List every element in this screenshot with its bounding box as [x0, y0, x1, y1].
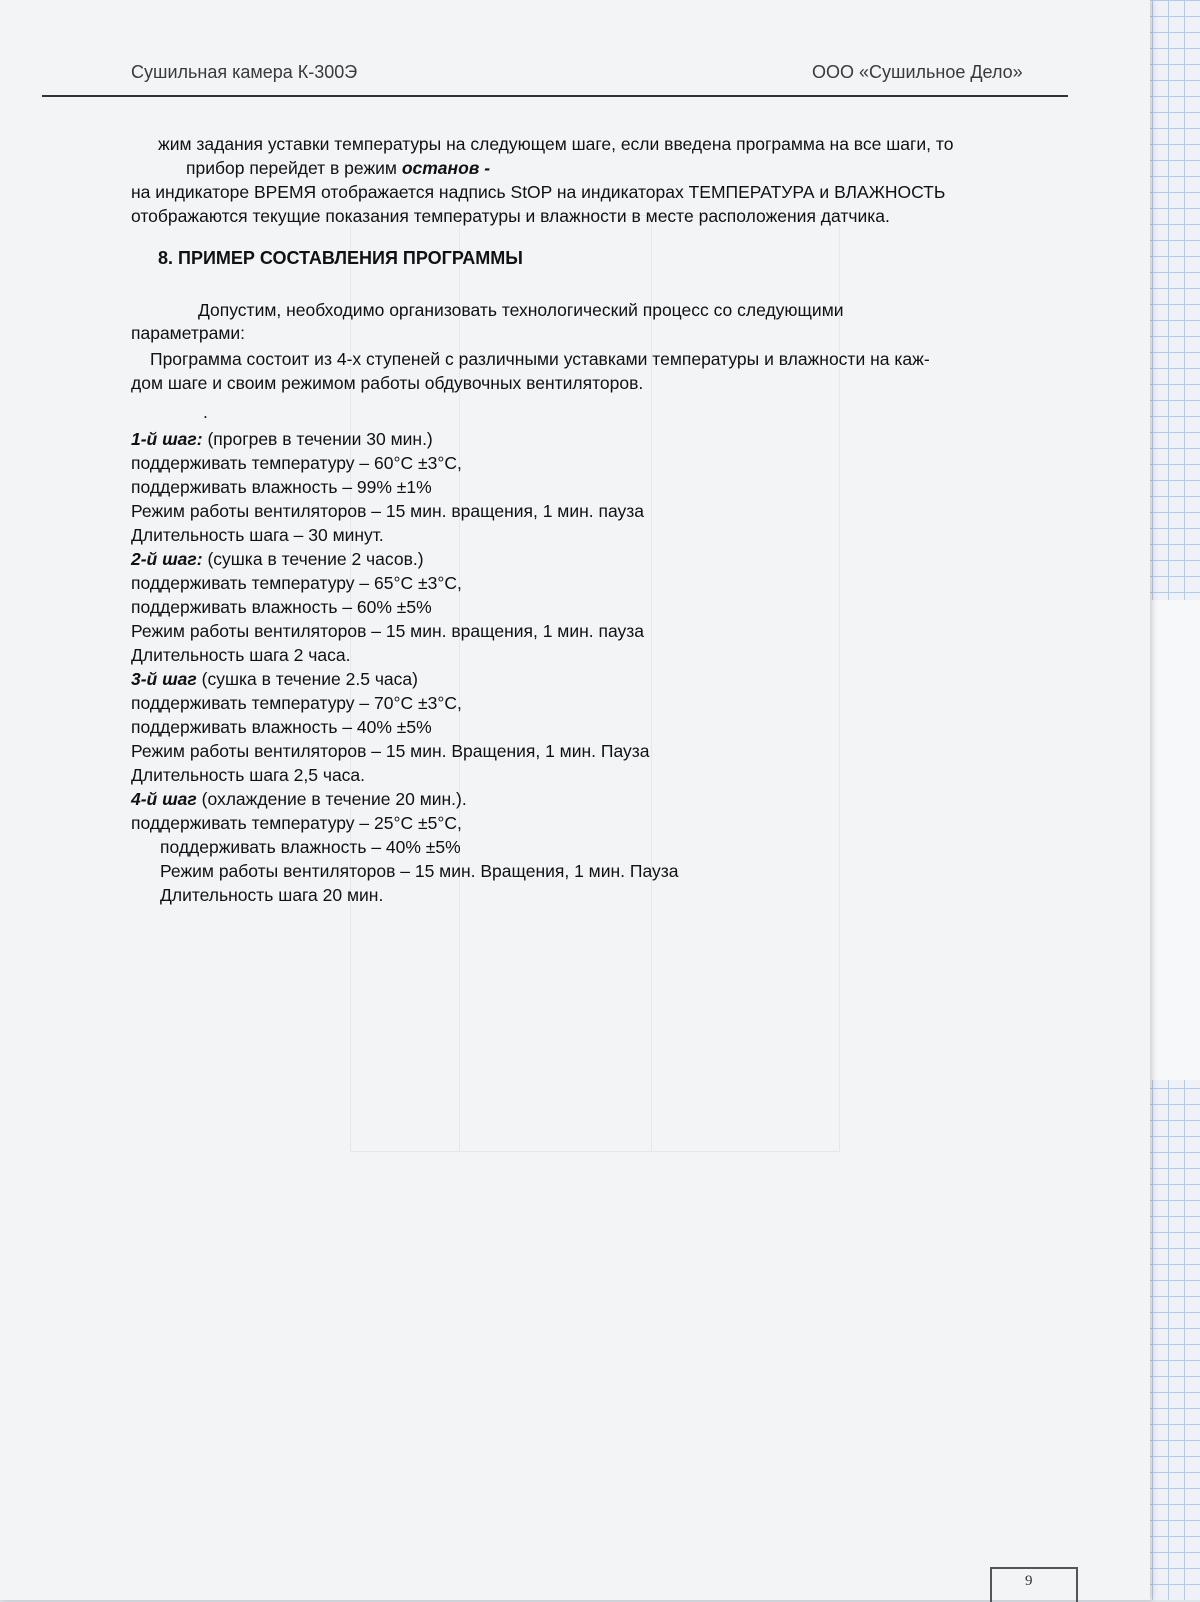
- step-1-temp: поддерживать температуру – 60°С ±3°С,: [131, 453, 462, 473]
- para1-line-1: Допустим, необходимо организовать технологический процесс со следующими: [198, 300, 844, 320]
- para2-line-1: Программа состоит из 4-х ступеней с различными уставками температуры и влажности на каж-: [150, 349, 930, 369]
- step-4-duration: Длительность шага 20 мин.: [160, 885, 384, 905]
- stray-dot: .: [203, 402, 208, 422]
- section-heading: 8. ПРИМЕР СОСТАВЛЕНИЯ ПРОГРАММЫ: [158, 248, 523, 268]
- intro-line-2: [186, 156, 490, 180]
- intro-line-2-text: прибор перейдет в режим: [186, 158, 402, 178]
- step-3-humidity: поддерживать влажность – 40% ±5%: [131, 717, 432, 737]
- step-2-title: 2-й шаг:: [131, 549, 203, 569]
- step-3-temp: поддерживать температуру – 70°С ±3°С,: [131, 693, 462, 713]
- intro-line-3: на индикаторе ВРЕМЯ отображается надпись StOP на индикаторах ТЕМПЕРАТУРА и ВЛАЖНОСТЬ: [131, 182, 946, 202]
- step-1-fans: Режим работы вентиляторов – 15 мин. вращения, 1 мин. пауза: [131, 501, 645, 521]
- header-rule: [42, 95, 1068, 97]
- step-1-duration: Длительность шага – 30 минут.: [131, 525, 384, 545]
- step-4-title-line: [131, 787, 467, 811]
- step-2-title-line: [131, 547, 424, 571]
- step-1-humidity: поддерживать влажность – 99% ±1%: [131, 477, 432, 497]
- step-4-note: (охлаждение в течение 20 мин.).: [196, 789, 467, 809]
- step-2-humidity: поддерживать влажность – 60% ±5%: [131, 597, 432, 617]
- step-3-title: 3-й шаг: [131, 669, 197, 689]
- step-2-temp: поддерживать температуру – 65°С ±3°С,: [131, 573, 462, 593]
- step-1-title-line: [131, 427, 433, 451]
- intro-line-4: отображаются текущие показания температуры и влажности в месте расположения датчика.: [131, 206, 890, 226]
- page-number: 9: [1025, 1573, 1033, 1589]
- step-1-note: (прогрев в течении 30 мин.): [202, 429, 433, 449]
- step-3-title-line: [131, 667, 418, 691]
- intro-stop-mode: останов -: [401, 158, 491, 178]
- step-4-temp: поддерживать температуру – 25°С ±5°С,: [131, 813, 462, 833]
- para2-line-2: дом шаге и своим режимом работы обдувочных вентиляторов.: [131, 373, 644, 393]
- step-4-humidity: поддерживать влажность – 40% ±5%: [160, 837, 461, 857]
- step-1-title: 1-й шаг:: [131, 429, 203, 449]
- header-title: Сушильная камера К-300Э: [131, 62, 358, 82]
- step-3-note: (сушка в течение 2.5 часа): [196, 669, 418, 689]
- header-company: ООО «Сушильное Дело»: [812, 62, 1023, 82]
- step-2-note: (сушка в течение 2 часов.): [202, 549, 424, 569]
- intro-line-1: жим задания уставки температуры на следующем шаге, если введена программа на все шаги, то: [158, 134, 954, 154]
- step-2-duration: Длительность шага 2 часа.: [131, 645, 351, 665]
- para1-line-2: параметрами:: [131, 323, 246, 343]
- step-4-title: 4-й шаг: [131, 789, 197, 809]
- step-4-fans: Режим работы вентиляторов – 15 мин. Вращения, 1 мин. Пауза: [160, 861, 679, 881]
- step-3-fans: Режим работы вентиляторов – 15 мин. Вращения, 1 мин. Пауза: [131, 741, 650, 761]
- step-3-duration: Длительность шага 2,5 часа.: [131, 765, 366, 785]
- step-2-fans: Режим работы вентиляторов – 15 мин. вращения, 1 мин. пауза: [131, 621, 645, 641]
- page-number-frame: [990, 1567, 1078, 1602]
